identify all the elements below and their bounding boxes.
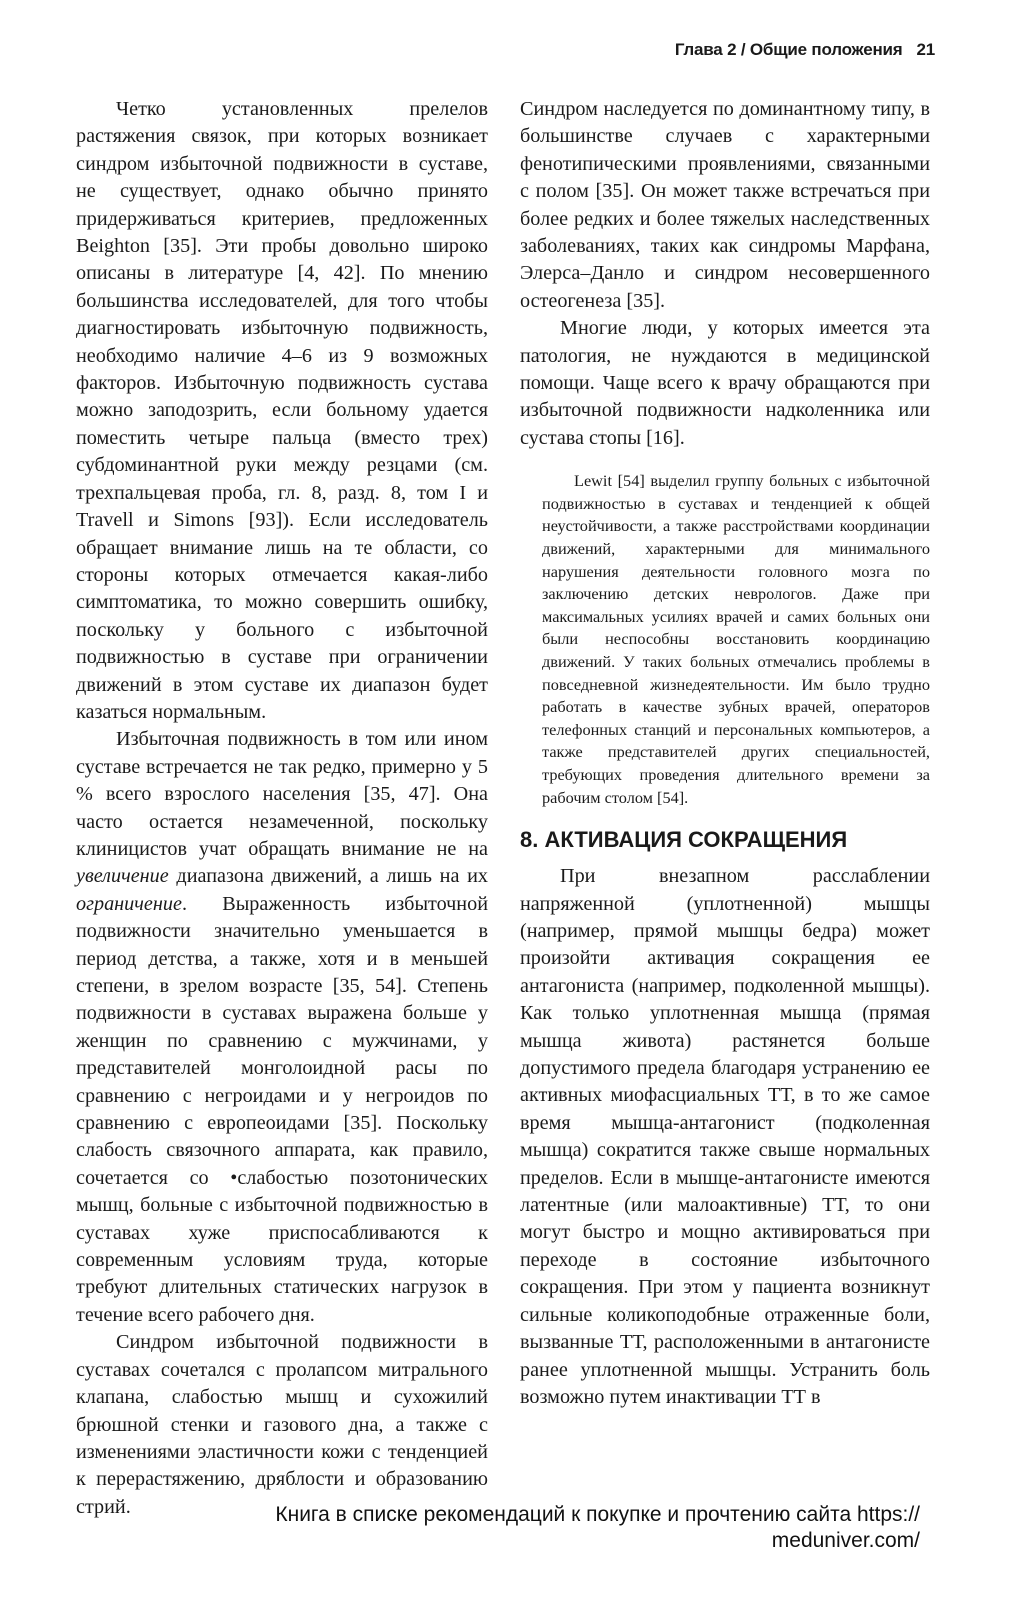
paragraph-hypermobility-criteria: Четко установленных прелелов растяжения связок, при которых возникает синдром избыточной подвижности в суставе, не существует, однако обычно принято придерживаться критериев, предложенных Beighton [35]. Эти пробы довольно широко описаны в литературе [4, 42]. По мнению большинства исследователей, для того чтобы диагностировать избыточную подвижность, необходимо наличие 4–6 из 9 возможных факторов. Избыточную подвижность сустава можно заподозрить, если больному удается поместить четыре пальца (вместо трех) субдоминантной руки между резцами (см. трехпальцевая проба, гл. 8, разд. 8, том I и Travell и Simons [93]). Если исследователь обращает внимание лишь на те области, со стороны которых отмечается какая-либо симптоматика, то можно совершить ошибку, поскольку у больного с избыточной подвижностью в суставе при ограничении движений в этом суставе их диапазон будет казаться нормальным. [76,98,488,723]
emphasis-restriction: ограничение [76,892,182,915]
paragraph-inheritance: Синдром наследуется по доминантному типу, в большинстве случаев с характерными фенотипическими проявлениями, связанными с полом [35]. Он может также встречаться при более редких и более тяжелых наследственных заболеваниях, таких как синдромы Марфана, Элерса–Данло и синдром несовершенного остеогенеза [35]. [520,98,930,312]
page-number: 21 [916,40,935,59]
site-footer-note [150,1502,920,1554]
section-heading: 8. АКТИВАЦИЯ СОКРАЩЕНИЯ [520,827,848,853]
paragraph-hypermobility-prevalence: Избыточная подвижность в том или ином суставе встречается не так редко, примерно у 5 % всего взрослого населения [35, 47]. Она часто остается незамеченной, поскольку клиницистов учат обращать внимание не на увеличение диапазона движений, а лишь на их ограничение. Выраженность избыточной подвижности значительно уменьшается в период детства, а также, хотя и в меньшей степени, в зрелом возрасте [35, 54]. Степень подвижности в суставах выражена больше у женщин по сравнению с мужчинами, у представителей монголоидной расы по сравнению с негроидами и у негроидов по сравнению с европеоидами [35]. Поскольку слабость связочного аппарата, как правило, сочетается со •слабостью позотонических мышц, больные с избыточной подвижностью в суставах хуже приспосабливаются к современным условиям труда, которые требуют длительных статических нагрузок в течение всего рабочего дня. [76,728,488,1326]
footer-line-1: Книга в списке рекомендаций к покупке и прочтению сайта https:// [275,1503,920,1526]
left-column [76,96,488,1521]
running-title: Глава 2 / Общие положения [674,40,903,59]
right-column [520,96,930,1411]
note-lewit: Lewit [54] выделил группу больных с избыточной подвижностью в суставах и тенденцией к общей неустойчивости, а также расстройствами координации движений, характерными для минимального нарушения деятельности головного мозга по заключению детских неврологов. Даже при максимальных усилиях врачей и самих больных они были неспособны восстановить координацию движений. У таких больных отмечались проблемы в повседневной жизнедеятельности. Им было трудно работать в качестве зубных врачей, операторов телефонных станций и персональных компьютеров, а также представителей других специальностей, требующих проведения длительного времени за рабочим столом [54]. [542,471,930,807]
emphasis-increase: увеличение [76,865,169,888]
paragraph-contraction-activation: При внезапном расслаблении напряженной (уплотненной) мышцы (например, прямой мышцы бедра) может произойти активация сокращения ее антагониста (например, подколенной мышцы). Как только уплотненная мышца (прямая мышца живота) растянется больше допустимого предела благодаря устранению ее активных миофасциальных ТТ, в то же самое время мышца-антагонист (подколенная мышца) сократится также свыше нормальных пределов. Если в мышце-антагонисте имеются латентные (или малоактивные) ТТ, то они могут быстро и мощно активироваться при переходе в состояние избыточного сокращения. При этом у пациента возникнут сильные коликоподобные отраженные боли, вызванные ТТ, расположенными в антагонисте ранее уплотненной мышцы. Устранить боль возможно путем инактивации ТТ в [520,865,930,1408]
small-print-note [542,470,930,809]
paragraph-medical-help: Многие люди, у которых имеется эта патология, не нуждаются в медицинской помощи. Чаще всего к врачу обращаются при избыточной подвижности надколенника или сустава стопы [16]. [520,317,930,449]
footer-line-2: meduniver.com/ [771,1529,920,1552]
running-header [675,40,935,60]
paragraph-hypermobility-syndrome: Синдром избыточной подвижности в суставах сочетался с пролапсом митрального клапана, слабостью мышц и сухожилий брюшной стенки и газового дна, а также с изменениями эластичности кожи с тенденцией к перерастяжению, дряблости и образованию стрий. [76,1331,488,1518]
